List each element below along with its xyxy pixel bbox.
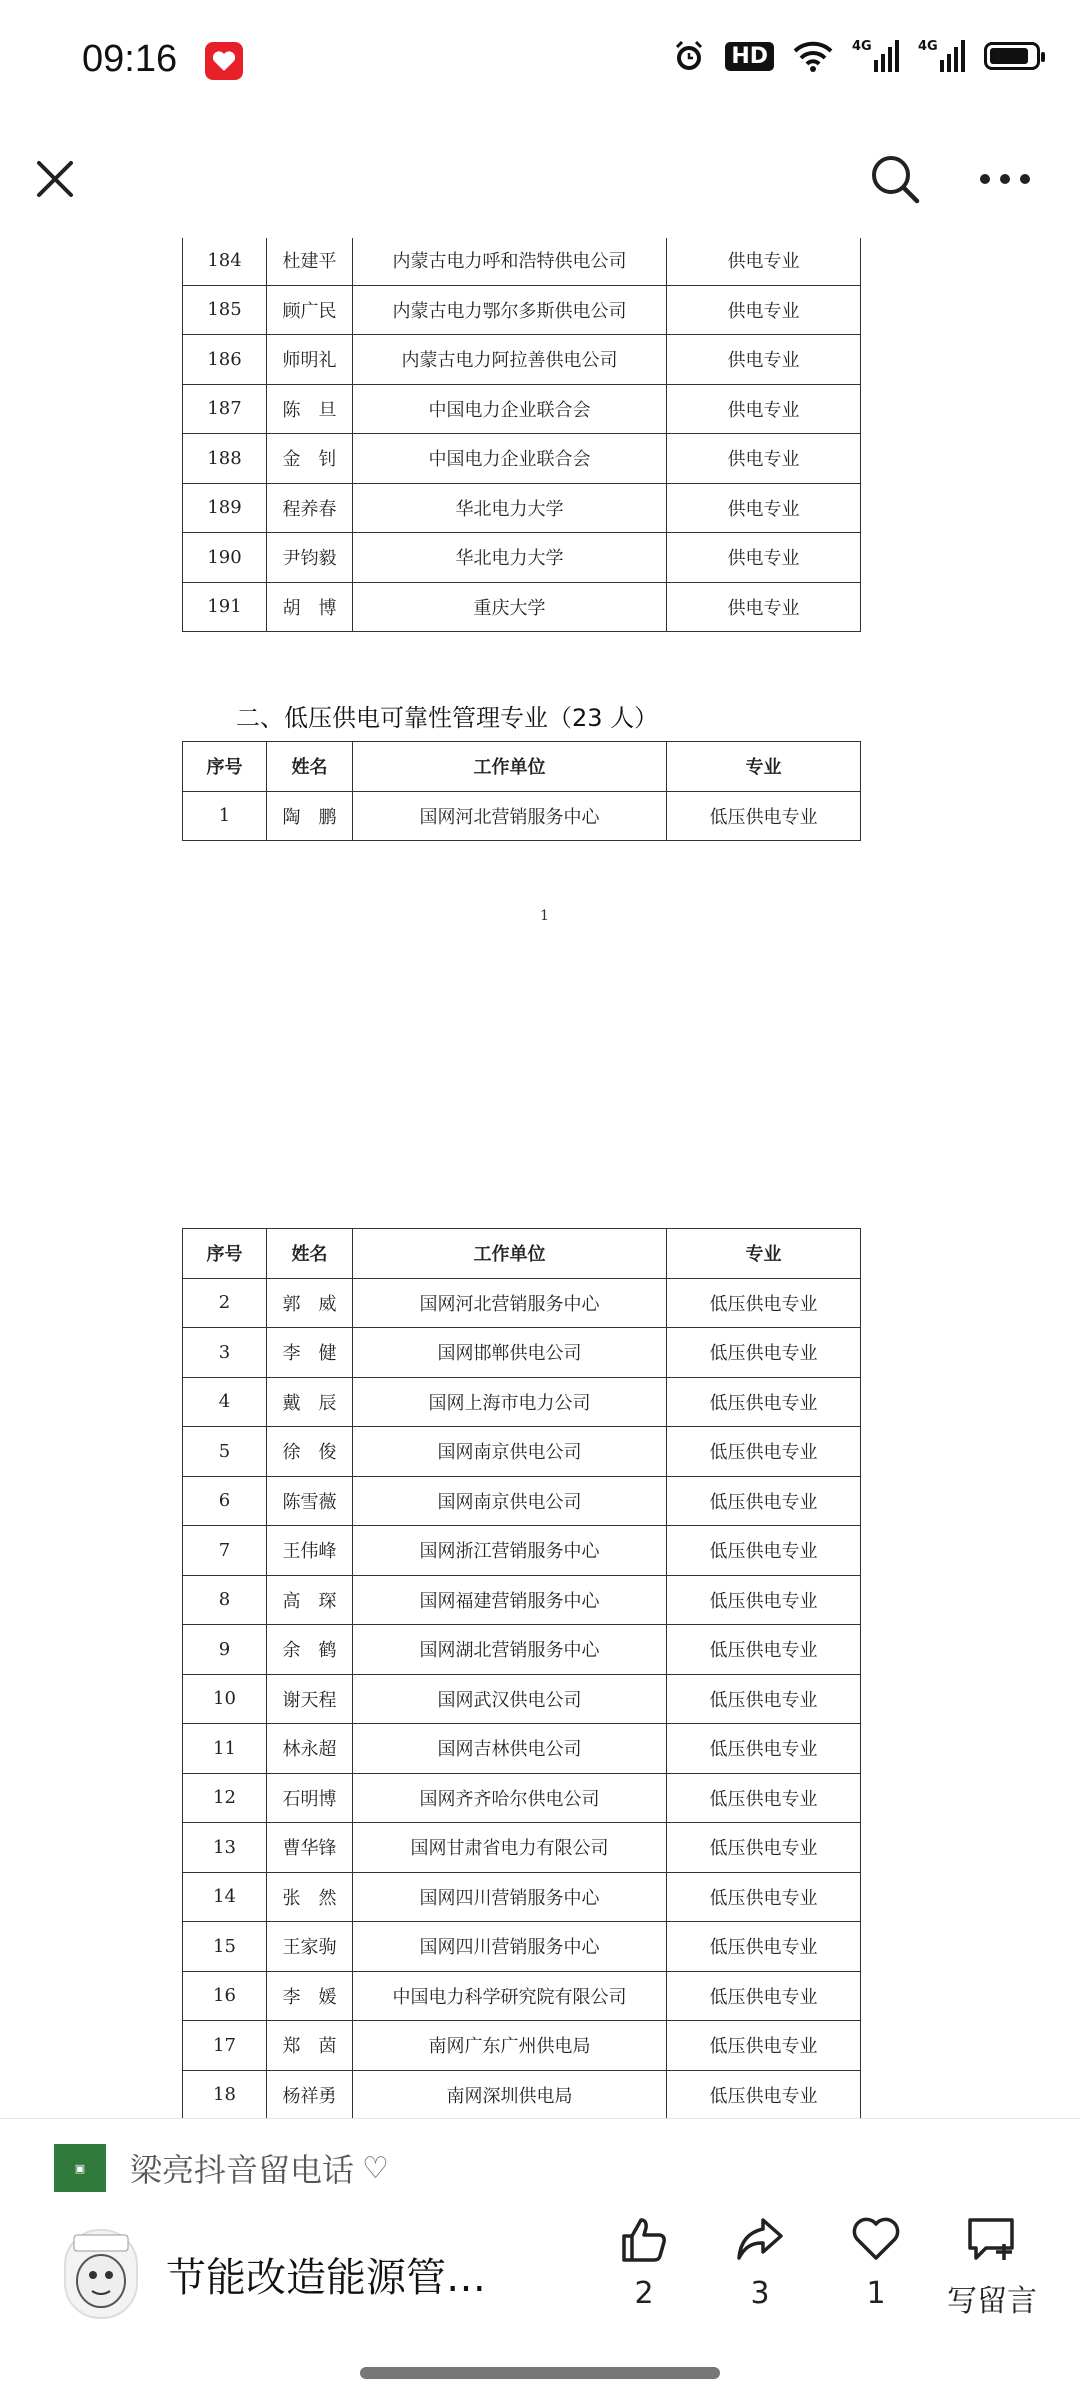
close-button[interactable] [20, 144, 90, 214]
table-row: 4 戴 辰 国网上海市电力公司 低压供电专业 [183, 1377, 861, 1427]
table-row: 13 曹华锋 国网甘肃省电力有限公司 低压供电专业 [183, 1823, 861, 1873]
section-heading: 二、低压供电可靠性管理专业（23 人） [236, 704, 659, 732]
table-row: 10 谢天程 国网武汉供电公司 低压供电专业 [183, 1674, 861, 1724]
share-icon [735, 2214, 785, 2264]
header-name: 姓名 [267, 1229, 353, 1279]
table-row: 2 郭 威 国网河北营销服务中心 低压供电专业 [183, 1278, 861, 1328]
table-row: 190 尹钧毅 华北电力大学 供电专业 [183, 533, 861, 583]
heart-icon [850, 2214, 902, 2264]
home-indicator[interactable] [360, 2367, 720, 2379]
comment-button[interactable] [934, 2214, 1050, 2320]
header-no: 序号 [183, 1229, 267, 1279]
header-unit: 工作单位 [353, 1229, 667, 1279]
header-unit: 工作单位 [353, 742, 667, 792]
table-row: 189 程养春 华北电力大学 供电专业 [183, 483, 861, 533]
thumbs-up-icon [619, 2214, 669, 2264]
table-row: 12 石明博 国网齐齐哈尔供电公司 低压供电专业 [183, 1773, 861, 1823]
search-button[interactable] [860, 144, 930, 214]
table-row: 187 陈 旦 中国电力企业联合会 供电专业 [183, 384, 861, 434]
header-name: 姓名 [267, 742, 353, 792]
favorite-count: 1 [866, 2276, 886, 2311]
more-icon [978, 172, 1032, 186]
header-no: 序号 [183, 742, 267, 792]
hd-icon: HD [725, 42, 774, 71]
battery-icon [984, 42, 1040, 70]
table-row: 6 陈雪薇 国网南京供电公司 低压供电专业 [183, 1476, 861, 1526]
table-row: 185 顾广民 内蒙古电力鄂尔多斯供电公司 供电专业 [183, 285, 861, 335]
table-row: 191 胡 博 重庆大学 供电专业 [183, 582, 861, 632]
table-row: 9 余 鹤 国网湖北营销服务中心 低压供电专业 [183, 1625, 861, 1675]
header-major: 专业 [667, 1229, 861, 1279]
table-header-row [183, 1229, 861, 1279]
table-row: 3 李 健 国网邯郸供电公司 低压供电专业 [183, 1328, 861, 1378]
wifi-icon [792, 39, 834, 73]
article-title: 节能改造能源管… [166, 2254, 486, 2301]
close-icon [33, 157, 77, 201]
status-time: 09:16 [82, 38, 178, 80]
table-row: 1 陶 鹏 国网河北营销服务中心 低压供电专业 [183, 791, 861, 841]
table-row: 5 徐 俊 国网南京供电公司 低压供电专业 [183, 1427, 861, 1477]
source-name: 梁亮抖音留电话 [130, 2151, 355, 2189]
document-view[interactable] [0, 238, 1080, 2118]
comment-label: 写留言 [947, 2284, 1037, 2319]
share-count: 3 [750, 2276, 770, 2311]
header-major: 专业 [667, 742, 861, 792]
table-row: 184 杜建平 内蒙古电力呼和浩特供电公司 供电专业 [183, 238, 861, 285]
signal-4g-icon [852, 38, 900, 74]
share-button[interactable] [702, 2214, 818, 2320]
table-row: 188 金 钊 中国电力企业联合会 供电专业 [183, 434, 861, 484]
table-low-voltage-page1 [182, 741, 861, 841]
avatar [64, 2229, 138, 2319]
comment-icon [964, 2214, 1020, 2264]
action-bar [586, 2214, 1050, 2320]
table-supply [182, 238, 861, 632]
table-header-row [183, 742, 861, 792]
svg-text:4G: 4G [918, 39, 938, 54]
table-row: 186 师明礼 内蒙古电力阿拉善供电公司 供电专业 [183, 335, 861, 385]
bottom-bar [0, 2118, 1080, 2401]
table-row: 14 张 然 国网四川营销服务中心 低压供电专业 [183, 1872, 861, 1922]
table-row: 7 王伟峰 国网浙江营销服务中心 低压供电专业 [183, 1526, 861, 1576]
alarm-icon [671, 38, 707, 74]
search-icon [868, 152, 922, 206]
table-row: 15 王家驹 国网四川营销服务中心 低压供电专业 [183, 1922, 861, 1972]
more-button[interactable] [970, 144, 1040, 214]
like-count: 2 [634, 2276, 654, 2311]
favorite-button[interactable] [818, 2214, 934, 2320]
article-info[interactable] [64, 2229, 486, 2319]
page-number: 1 [540, 908, 549, 924]
app-notification-icon [205, 42, 243, 80]
table-low-voltage-page2 [182, 1228, 861, 2118]
table-row: 18 杨祥勇 南网深圳供电局 低压供电专业 [183, 2070, 861, 2118]
signal-4g-icon [918, 38, 966, 74]
table-row: 11 林永超 国网吉林供电公司 低压供电专业 [183, 1724, 861, 1774]
status-bar [0, 0, 1080, 120]
follow-heart-icon[interactable]: ♡ [362, 2150, 389, 2186]
svg-text:4G: 4G [852, 39, 872, 54]
like-button[interactable] [586, 2214, 702, 2320]
table-row: 16 李 媛 中国电力科学研究院有限公司 低压供电专业 [183, 1971, 861, 2021]
top-nav [0, 120, 1080, 239]
source-logo: ▣ [54, 2144, 106, 2192]
source-account[interactable] [54, 2144, 389, 2192]
table-row: 17 郑 茵 南网广东广州供电局 低压供电专业 [183, 2021, 861, 2071]
table-row: 8 高 琛 国网福建营销服务中心 低压供电专业 [183, 1575, 861, 1625]
